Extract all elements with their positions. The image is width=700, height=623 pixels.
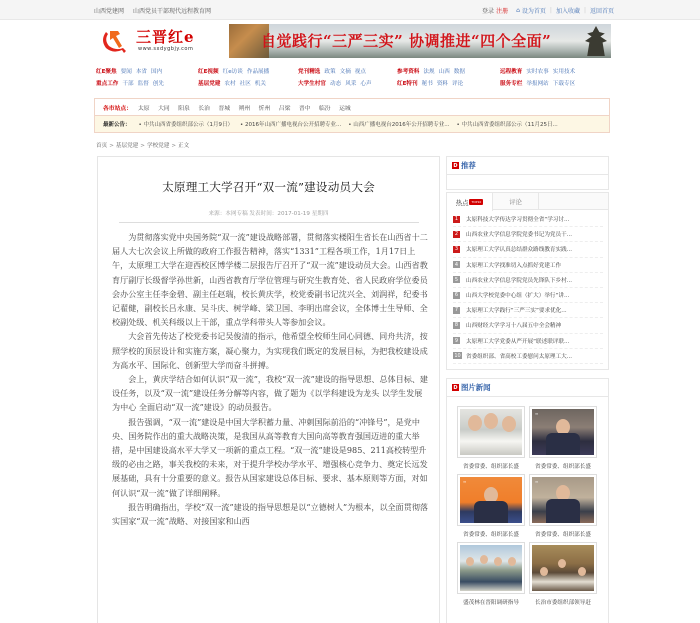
back-home-link[interactable]: 返回首页 (589, 7, 614, 15)
news-photo (460, 409, 522, 455)
tv-logo-icon: ≈ (463, 479, 467, 484)
nav-sub[interactable]: 文摘 (339, 69, 351, 75)
hot-item-title: 太原理工大学找准切入点抓好党建工作 (466, 262, 562, 269)
hot-list-item[interactable] (453, 318, 603, 333)
hot-item-title: 山西农业大学信息学院党员先锋队下乡村... (466, 277, 573, 284)
article-body (98, 223, 439, 528)
city-link[interactable]: 吕梁 (278, 105, 291, 112)
nav-sub[interactable]: 机关 (254, 81, 266, 87)
nav-cat-reference[interactable]: 参考资料 (397, 69, 420, 75)
nav-sub[interactable]: 法规 (423, 69, 435, 75)
logo-name: 三晋红e (136, 28, 195, 46)
nav-sub[interactable]: 视点 (354, 69, 366, 75)
nav-sub[interactable]: 国内 (151, 69, 163, 75)
picture-news-item[interactable] (457, 474, 525, 542)
notice-item[interactable]: • 中共山西省委组织部公示（11月25日... (456, 122, 558, 128)
nav-sub[interactable]: 作品展播 (246, 69, 270, 75)
breadcrumb-home[interactable]: 首页 (96, 143, 108, 149)
article-paragraph: 大会首先传达了校党委书记吴俊清的指示，他希望全校师生同心同德、同舟共济，按照学校的顶层设计和实施方案，凝心聚力，为实现我们既定的发展目标，为把我校建设成为高水平、国际化、创新型大学而奋斗拼搏。 (112, 331, 428, 370)
picture-caption: 省委常委、组织部长盛 (463, 464, 519, 470)
nav-sub[interactable]: 红e访谈 (222, 69, 243, 75)
picture-news-item[interactable] (457, 542, 525, 610)
nav-cat-remote-edu[interactable]: 远程教育 (500, 69, 523, 75)
breadcrumb (96, 141, 189, 149)
nav-sub[interactable]: 心声 (360, 81, 372, 87)
hot-item-title: 太原理工大学践行“三严三实”要求优化... (466, 308, 567, 315)
rank-badge: 10 (454, 352, 461, 359)
nav-sub[interactable]: 监督 (137, 81, 149, 87)
article-paragraph: 报告强调，“双一流”建设是中国大学积蓄力量、冲刺国际前沿的“冲锋号”，是党中央、国务院作出的重大战略决策，是我国从高等教育大国向高等教育强国迈进的重大举措，是中国建设高水平大学又一项新的重点工程。“双一流”建设是985、211高校转型升级的必由之路，事关我校的未来，对于提升学校办学水平、增强核心竞争力、奠定长远发展基础，具有十分重要的意义。报告从国家建设总体目标、要求、基本原则等方面，对如何认识“双一流”做了详细阐释。 (112, 416, 428, 498)
news-photo (460, 545, 522, 591)
picture-caption: 省委常委、组织部长盛 (535, 464, 591, 470)
site-logo[interactable] (98, 26, 218, 58)
register-link[interactable]: 注册 (496, 7, 509, 15)
article-paragraph: 为贯彻落实党中央国务院“双一流”建设战略部署，贯彻落实楼阳生省长在山西省十二届人大七次会议上所做的政府工作报告精神，落实“1331”工程各项工作，1月17日上午，太原理工大学在迎西校区博学楼二层报告厅召开了“双一流”建设动员大会。山西省教育厅副厅长级督学孙世新，山西省教育厅学位管理与研究生教育处、省人民政府学位委员会办公室主任李金碧、副主任赵瑞，校长黄庆学，校党委副书记沈兴全、刘润祥，纪委书记翟健，副校长吕永康、吴斗庆、树学峰、梁卫国、李明出席会议，全体博士生导师、全校副处级、机关科级以上干部，重点学科带头人等参加会议。 (112, 232, 428, 328)
nav-cat-key-work[interactable]: 重点工作 (96, 81, 119, 87)
hot-list-item[interactable] (453, 258, 603, 273)
banner-slogan: 自觉践行“三严三实” 协调推进“四个全面” (261, 32, 552, 50)
nav-cat-special[interactable]: 红E特刊 (397, 81, 418, 87)
picture-caption: 省委常委、组织部长盛 (535, 532, 591, 538)
recommend-panel (446, 156, 609, 190)
logo-url: www.sxdygbjy.com (138, 46, 194, 52)
nav-group-2 (198, 66, 273, 90)
breadcrumb-school[interactable]: 学校党建 (146, 143, 170, 149)
nav-cat-video[interactable]: 红E视频 (198, 69, 219, 75)
party-emblem-icon (98, 26, 128, 56)
city-link[interactable]: 朔州 (238, 105, 251, 112)
link-remote-education[interactable]: 山西党员干部现代远程教育网 (132, 7, 211, 15)
section-marker-icon: D (453, 162, 458, 169)
hot-list-item[interactable] (453, 212, 603, 227)
top-bar (0, 0, 700, 20)
tv-logo-icon: ≈ (535, 479, 539, 484)
nav-sub[interactable]: 干部 (122, 81, 134, 87)
nav-sub[interactable]: 社区 (239, 81, 251, 87)
city-link[interactable]: 长治 (198, 105, 210, 112)
picture-caption: 省委常委、组织部长盛 (463, 532, 519, 538)
nav-sub[interactable]: 要闻 (120, 69, 132, 75)
article (97, 156, 440, 623)
picture-news-panel (446, 378, 609, 623)
notice-label: 最新公告： (103, 122, 131, 128)
hot-panel (446, 192, 609, 370)
hot-item-title: 山西财经大学学习十八届五中全会精神 (466, 323, 562, 330)
news-photo (460, 477, 522, 523)
nav-group-5 (500, 66, 579, 90)
nav-sub[interactable]: 风采 (345, 81, 357, 87)
hot-list-item[interactable] (453, 288, 603, 303)
tab-hot-label: 热点 (455, 198, 469, 207)
city-link[interactable]: 阳泉 (178, 105, 190, 112)
city-link[interactable]: 太原 (138, 105, 150, 112)
breadcrumb-separator: > (171, 143, 177, 149)
nav-group-1 (96, 66, 168, 90)
nav-group-4 (397, 66, 469, 90)
section-marker-icon: D (453, 384, 458, 391)
banner[interactable] (229, 24, 611, 58)
news-photo (532, 477, 594, 523)
picture-caption: 盛茂林在晋阳调研指导 (463, 600, 519, 606)
recommend-title (447, 157, 608, 175)
nav-sub[interactable]: 秘书 (421, 81, 433, 87)
hot-item-title: 太原科技大学传达学习贯彻全省“学习讨... (466, 217, 570, 224)
article-meta: 来源：本网专稿 发表时间：2017-01-19 星期四 (208, 211, 329, 217)
picture-news-item[interactable] (457, 406, 525, 474)
hot-item-title: 山西大学校党委中心组（扩大）举行“讲... (466, 293, 570, 300)
hot-item-title: 太原理工大学党委从严开展“联述联评联... (466, 338, 570, 345)
header (94, 22, 610, 60)
main-nav (94, 66, 610, 92)
rank-badge: 8 (454, 322, 459, 329)
notice-item[interactable]: • 2016年山西广播电视台公开招聘专业... (240, 122, 342, 128)
breadcrumb-separator: > (140, 143, 145, 149)
latest-notice-bar (94, 116, 610, 133)
hot-item-title: 省委组织部、省高校工委慰问太原理工大... (466, 353, 573, 360)
notice-item[interactable]: • 山西广播电视台2016年公开招聘专业... (348, 122, 450, 128)
nav-group-3 (298, 66, 376, 90)
city-link[interactable]: 临汾 (318, 105, 331, 112)
article-paragraph: 会上，黄庆学结合如何认识“双一流”，我校“双一流”建设的指导思想、总体目标、建设任务，以及“双一流”建设任务分解等内容，做了题为《以学科建设为龙头 以学生发展为中心 全面启动“双一流”建设》的动员报告。 (112, 374, 429, 413)
article-paragraph: 报告明确指出，学校“双一流”建设的指导思想是以“立德树人”为根本，以全面贯彻落实国家“双一流”战略、对接国家和山西 (112, 501, 429, 527)
nav-sub[interactable]: 下载专区 (552, 81, 576, 87)
city-link[interactable]: 运城 (339, 105, 351, 112)
hot-list-item[interactable] (453, 303, 603, 318)
picture-news-title-text: 图片新闻 (461, 383, 491, 392)
hot-item-title: 太原理工大学认真总结群众路线教育实践... (466, 247, 573, 254)
breadcrumb-grassroots[interactable]: 基层党建 (115, 143, 139, 149)
nav-sub[interactable]: 实用技术 (552, 69, 576, 75)
city-sites-bar (94, 98, 610, 116)
news-photo (532, 409, 594, 455)
picture-caption: 长治市委组织部领导赶 (535, 600, 591, 606)
nav-sub[interactable]: 山西 (438, 69, 450, 75)
set-homepage-link[interactable]: 设为首页 (521, 7, 546, 15)
rank-badge: 2 (454, 231, 459, 238)
hot-list (447, 210, 608, 364)
nav-sub[interactable]: 资料 (436, 81, 449, 87)
rank-badge: 3 (454, 246, 459, 253)
article-title: 太原理工大学召开“双一流”建设动员大会 (162, 180, 375, 194)
nav-sub[interactable]: 举报网站 (526, 81, 549, 87)
hot-list-item[interactable] (453, 349, 603, 364)
hot-list-item[interactable] (453, 273, 603, 288)
home-icon: ⌂ (516, 6, 520, 14)
nav-cat-journal[interactable]: 党刊精选 (298, 69, 321, 75)
link-shanxi-party-building[interactable]: 山西党建网 (94, 7, 125, 15)
hot-item-title: 山西农业大学信息学院党委书记为党员干... (466, 232, 573, 239)
breadcrumb-separator: > (109, 143, 114, 149)
city-link[interactable]: 晋城 (218, 105, 231, 112)
nav-sub[interactable]: 农村 (224, 81, 236, 87)
hot-list-item[interactable] (453, 334, 603, 349)
hot-tabs (447, 193, 608, 210)
picture-news-title (447, 379, 608, 397)
rank-badge: 9 (454, 337, 459, 344)
picture-news-item[interactable] (529, 542, 597, 610)
nav-cat-focus[interactable]: 红E聚焦 (96, 69, 117, 75)
add-favorite-link[interactable]: 加入收藏 (555, 7, 580, 15)
tab-comments[interactable] (493, 193, 539, 209)
hot-list-item[interactable] (453, 227, 603, 242)
city-link[interactable]: 晋中 (298, 105, 311, 112)
nav-sub[interactable]: 政策 (324, 69, 336, 75)
picture-grid (447, 397, 608, 610)
banner-tower-image (585, 26, 607, 56)
nav-cat-village-officials[interactable]: 大学生村官 (298, 81, 326, 87)
divider: | (583, 6, 586, 14)
divider: | (549, 6, 552, 14)
tab-hot[interactable] (447, 193, 493, 211)
rank-badge: 1 (454, 216, 459, 223)
recommend-title-text: 推荐 (461, 161, 476, 170)
news-photo (532, 545, 594, 591)
nav-sub[interactable]: 评论 (452, 81, 464, 87)
nav-cat-service[interactable]: 服务专栏 (500, 81, 523, 87)
rank-badge: 5 (454, 276, 459, 283)
rank-badge: 4 (454, 261, 459, 268)
nav-sub[interactable]: 本省 (135, 69, 148, 75)
rank-badge: 6 (454, 292, 459, 299)
breadcrumb-current: 正文 (178, 143, 190, 149)
city-link[interactable]: 忻州 (258, 105, 271, 112)
city-sites-label: 各市站点： (103, 105, 132, 112)
login-link[interactable]: 登录 (482, 7, 495, 15)
city-link[interactable]: 大同 (158, 105, 170, 112)
nav-sub[interactable]: 创先 (152, 81, 164, 87)
picture-news-item[interactable] (529, 474, 597, 542)
nav-cat-grassroots[interactable]: 基层党建 (198, 81, 221, 87)
tab-comments-label: 评论 (509, 197, 522, 206)
picture-news-item[interactable] (529, 406, 597, 474)
nav-sub[interactable]: 数据 (453, 69, 465, 75)
notice-item[interactable]: • 中共山西省委组织部公示（1月9日） (138, 122, 234, 128)
nav-sub[interactable]: 实时农事 (526, 69, 549, 75)
hot-list-item[interactable] (453, 242, 603, 257)
top10-badge: TOP10 (471, 200, 482, 204)
rank-badge: 7 (454, 307, 459, 314)
tv-logo-icon: ≈ (535, 411, 539, 416)
nav-sub[interactable]: 动态 (329, 81, 342, 87)
